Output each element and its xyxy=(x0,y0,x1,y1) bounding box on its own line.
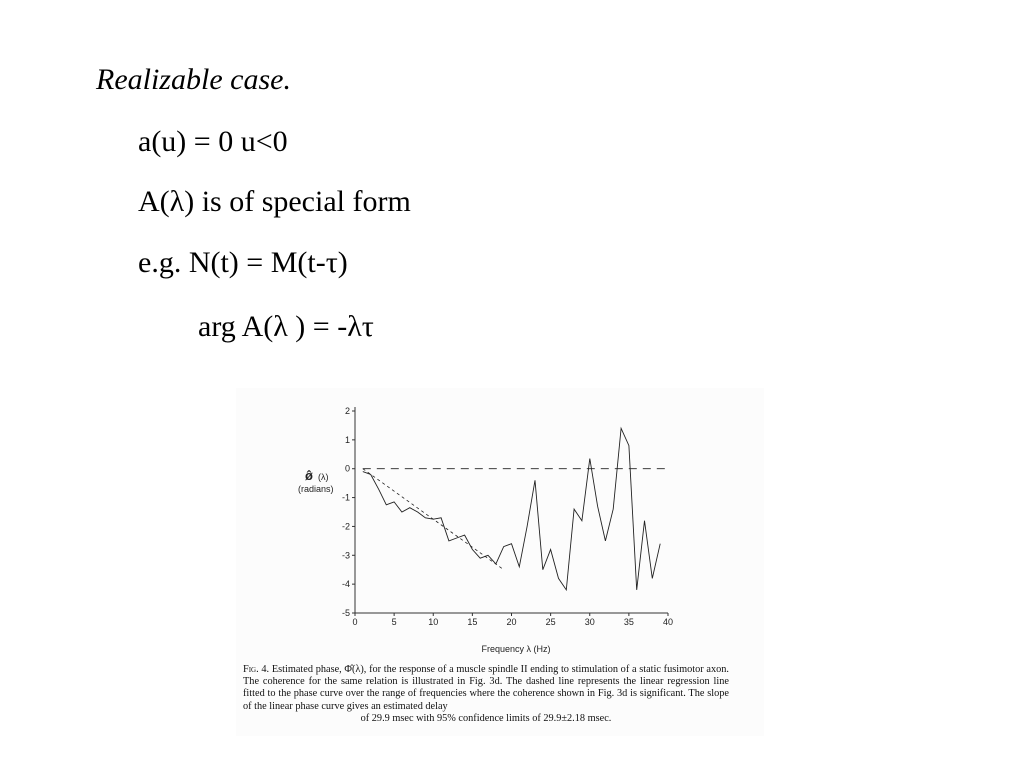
phase-curve xyxy=(363,428,660,590)
x-tick-label: 10 xyxy=(428,617,439,627)
figure-caption xyxy=(243,664,729,725)
y-tick-label: 0 xyxy=(344,463,350,474)
y-axis-symbol: ø̂ xyxy=(305,468,313,483)
x-tick-label: 5 xyxy=(391,617,397,627)
arg-formula-line: arg A(λ ) = -λτ xyxy=(198,310,374,343)
x-tick-label: 40 xyxy=(662,617,674,627)
x-tick-label: 20 xyxy=(506,617,517,627)
y-tick-label: 1 xyxy=(344,434,350,445)
x-tick-label: 25 xyxy=(545,617,556,627)
y-axis-units: (radians) xyxy=(298,484,334,494)
y-tick-label: -3 xyxy=(341,550,350,561)
x-tick-label: 0 xyxy=(352,617,358,627)
y-tick-label: 2 xyxy=(344,406,350,416)
caption-last-line: of 29.9 msec with 95% confidence limits of 29.9±2.18 msec. xyxy=(360,712,612,724)
y-tick-label: -5 xyxy=(341,608,350,618)
x-axis-label: Frequency λ (Hz) xyxy=(481,644,551,654)
special-form-line: A(λ) is of special form xyxy=(138,185,411,218)
y-axis-symbol-arg: (λ) xyxy=(318,472,329,482)
caption-label: Fig. 4. xyxy=(243,664,270,675)
x-tick-label: 30 xyxy=(584,617,595,627)
condition-line: a(u) = 0 u<0 xyxy=(138,125,288,158)
y-tick-label: -2 xyxy=(341,521,350,532)
x-tick-label: 35 xyxy=(623,617,634,627)
x-tick-label: 15 xyxy=(467,617,478,627)
y-tick-label: -4 xyxy=(341,579,350,590)
slide-title: Realizable case. xyxy=(96,63,291,96)
example-line: e.g. N(t) = M(t-τ) xyxy=(138,246,348,279)
y-tick-label: -1 xyxy=(341,492,350,503)
regression-line xyxy=(363,469,504,570)
caption-text: Estimated phase, Φ̂(λ), for the response of a muscle spindle II ending to stimulation of a static fusimotor axon. The coherence for the same relation is illustrated in Fig. 3d. The dashed line represents the linear regression line fitted to the phase curve over the range of frequencies where the coherence shown in Fig. 3d is significant. The slope of the linear phase curve gives an estimated delay xyxy=(243,664,729,712)
